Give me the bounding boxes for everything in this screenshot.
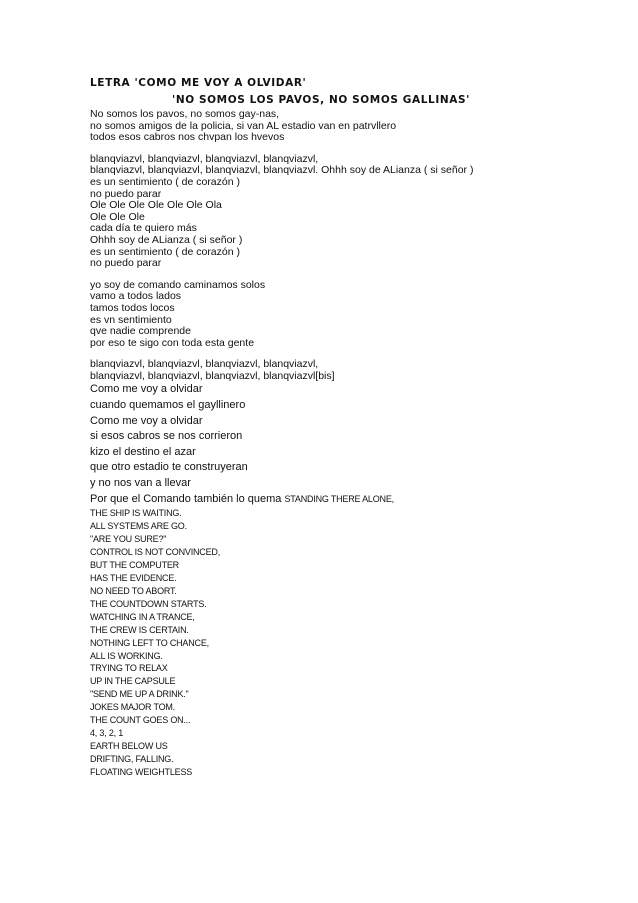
lyric-line: NO NEED TO ABORT. — [90, 585, 177, 596]
caps-stanza — [90, 507, 610, 779]
lyric-line: kizo el destino el azar — [90, 445, 196, 458]
lyric-line: si esos cabros se nos corrieron — [90, 430, 243, 443]
lyric-line: tamos todos locos — [90, 301, 175, 314]
lyric-caps-text: STANDING THERE ALONE, — [284, 493, 394, 504]
lyric-line: Ohhh soy de ALianza ( si señor ) — [90, 233, 243, 246]
lyric-line: no somos amigos de la policia, si van AL estadio van en patrvllero — [90, 119, 397, 132]
lyric-line: CONTROL IS NOT CONVINCED, — [90, 547, 221, 558]
lyric-line: THE COUNTDOWN STARTS. — [90, 598, 207, 609]
lyric-line: DRIFTING, FALLING. — [90, 754, 174, 765]
lyric-line: blanqviazvl, blanqviazvl, blanqviazvl, blanqviazvl[bis] — [90, 369, 335, 382]
document-title: LETRA 'COMO ME VOY A OLVIDAR' — [90, 77, 307, 89]
lyric-line: blanqviazvl, blanqviazvl, blanqviazvl, blanqviazvl. Ohhh soy de ALianza ( si señor ) — [90, 164, 474, 177]
stanza-1 — [90, 109, 610, 144]
lyric-line: vamo a todos lados — [90, 290, 182, 303]
lyric-line: es un sentimiento ( de corazón ) — [90, 175, 240, 188]
lyric-line: blanqviazvl, blanqviazvl, blanqviazvl, blanqviazvl, — [90, 152, 319, 165]
lyric-line: es vn sentimiento — [90, 313, 172, 326]
lyric-line: Como me voy a olvidar — [90, 383, 203, 396]
lyrics-content — [90, 75, 610, 779]
lyric-line: ALL SYSTEMS ARE GO. — [90, 521, 187, 532]
lyric-line: cuando quemamos el gayllinero — [90, 399, 246, 412]
lyric-line: "ARE YOU SURE?" — [90, 534, 167, 545]
stanza-5 — [90, 382, 610, 491]
stanza-2 — [90, 154, 610, 270]
lyric-line: BUT THE COMPUTER — [90, 559, 179, 570]
lyric-line: UP IN THE CAPSULE — [90, 676, 176, 687]
lyric-line: Como me voy a olvidar — [90, 414, 203, 427]
lyric-line: NOTHING LEFT TO CHANCE, — [90, 637, 209, 648]
lyric-line: THE COUNT GOES ON... — [90, 715, 191, 726]
lyric-line: blanqviazvl, blanqviazvl, blanqviazvl, blanqviazvl, — [90, 358, 319, 371]
lyric-line: JOKES MAJOR TOM. — [90, 702, 175, 713]
lyric-line: 4, 3, 2, 1 — [90, 728, 124, 739]
lyric-line: Ole Ole Ole Ole Ole Ole Ola — [90, 199, 222, 212]
lyric-line: THE SHIP IS WAITING. — [90, 508, 182, 519]
lyric-line: TRYING TO RELAX — [90, 663, 168, 674]
lyric-line: que otro estadio te construyeran — [90, 461, 248, 474]
lyric-line: qve nadie comprende — [90, 325, 191, 338]
lyric-line: FLOATING WEIGHTLESS — [90, 766, 193, 777]
stanza-3 — [90, 280, 610, 350]
lyric-text: Por que el Comando también lo quema — [90, 492, 285, 505]
lyric-line: No somos los pavos, no somos gay-nas, — [90, 108, 280, 120]
lyric-line: yo soy de comando caminamos solos — [90, 278, 266, 291]
lyric-line: "SEND ME UP A DRINK." — [90, 689, 189, 700]
lyric-line: HAS THE EVIDENCE. — [90, 572, 177, 583]
document-subtitle: 'NO SOMOS LOS PAVOS, NO SOMOS GALLINAS' — [172, 94, 470, 106]
lyric-line: por eso te sigo con toda esta gente — [90, 336, 255, 349]
lyric-line: todos esos cabros nos chvpan los hvevos — [90, 131, 285, 144]
lyric-line: y no nos van a llevar — [90, 477, 191, 490]
lyric-line: no puedo parar — [90, 187, 162, 200]
lyric-line: es un sentimiento ( de corazón ) — [90, 245, 240, 258]
lyric-line: no puedo parar — [90, 257, 162, 270]
stanza-4 — [90, 359, 610, 382]
lyric-line: cada día te quiero más — [90, 222, 197, 235]
lyric-line: ALL IS WORKING. — [90, 650, 163, 661]
lyric-line: WATCHING IN A TRANCE, — [90, 611, 195, 622]
lyric-line: Ole Ole Ole — [90, 210, 145, 223]
lyric-line: THE CREW IS CERTAIN. — [90, 624, 189, 635]
lyric-line: EARTH BELOW US — [90, 741, 168, 752]
mixed-lyric-line — [90, 492, 610, 508]
